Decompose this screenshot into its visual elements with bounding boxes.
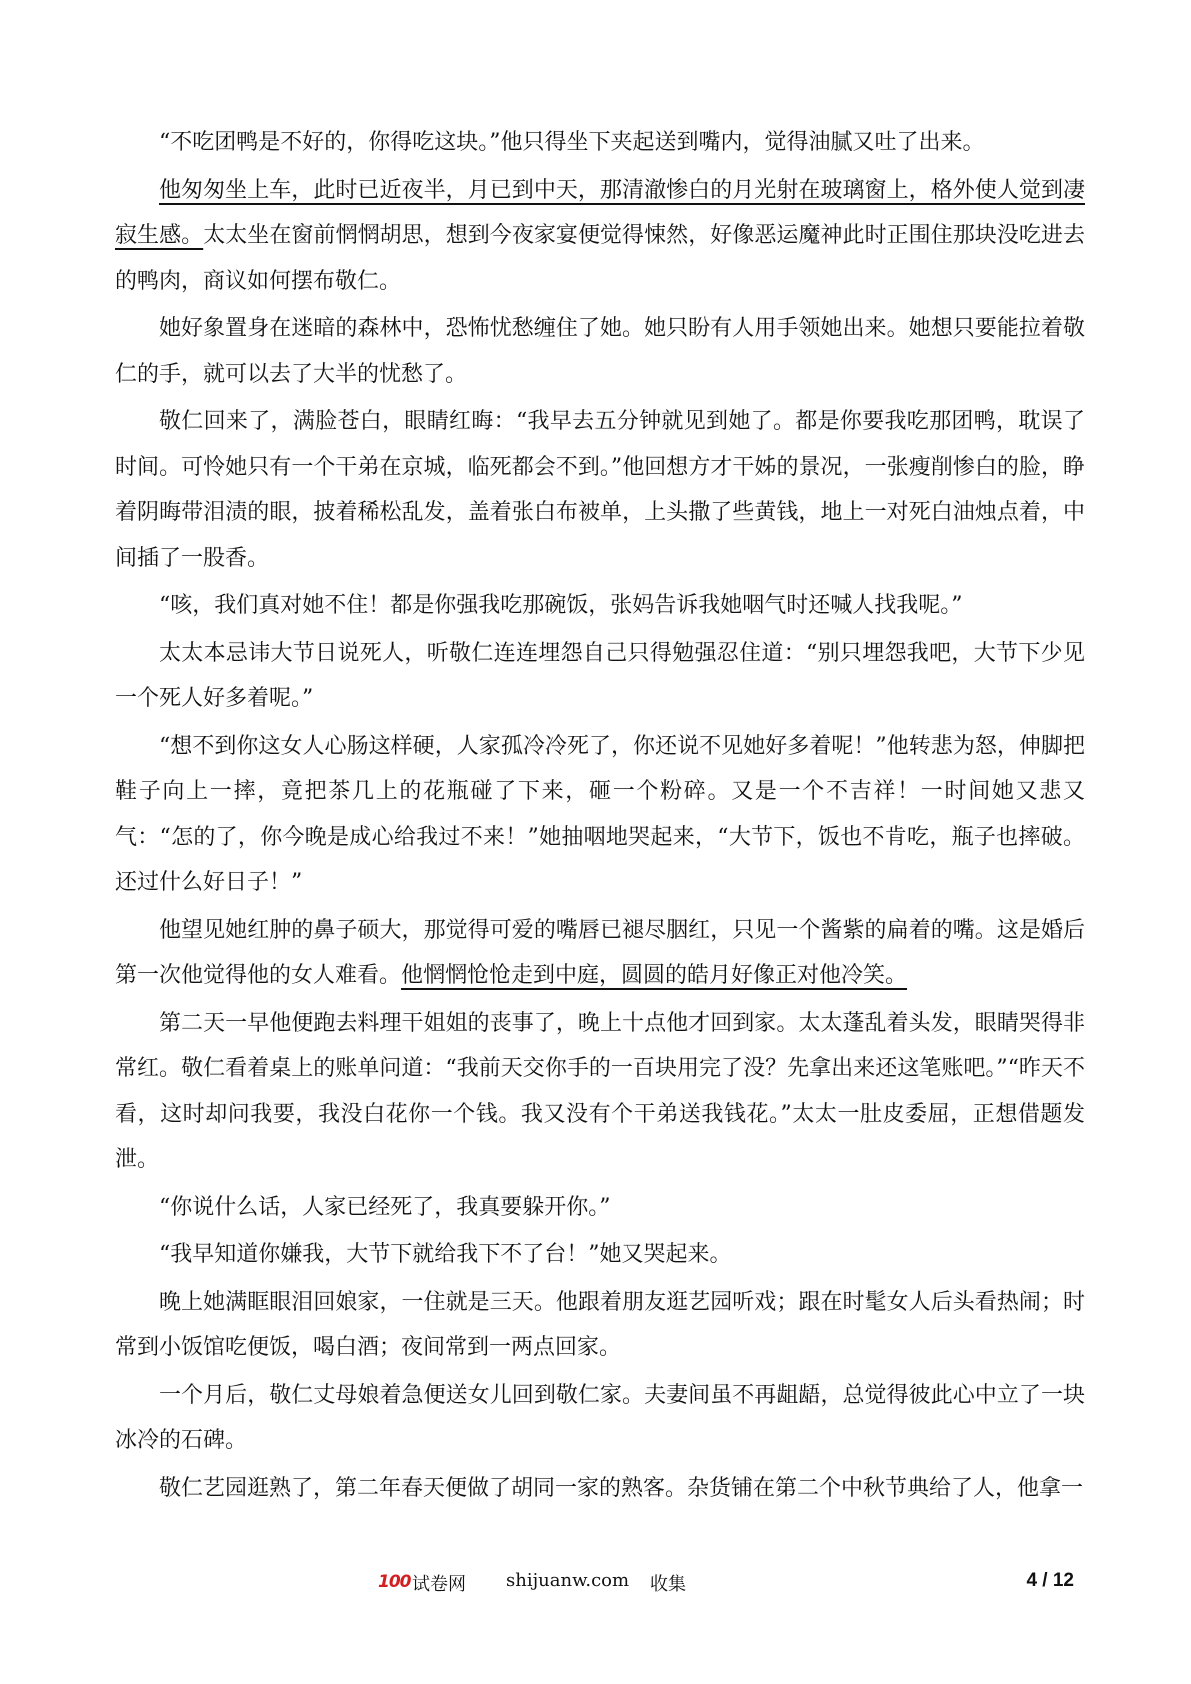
document-body — [115, 120, 1085, 1513]
paragraph-12: 晚上她满眶眼泪回娘家，一住就是三天。他跟着朋友逛艺园听戏；跟在时髦女人后头看热闹；时常到小饭馆吃便饭，喝白酒；夜间常到一两点回家。 — [115, 1289, 1085, 1360]
page-number: 4 / 12 — [1026, 1570, 1074, 1591]
paragraph-7: “想不到你这女人心肠这样硬，人家孤冷冷死了，你还说不见她好多着呢！”他转悲为怒，伸脚把鞋子向上一摔，竟把茶几上的花瓶碰了下来，砸一个粉碎。又是一个不吉祥！一时间她又悲又气：“怎的了，你今晚是成心给我过不来！”她抽咽地哭起来，“大节下，饭也不肯吃，瓶子也摔破。还过什么好日子！” — [115, 733, 1085, 895]
paragraph-14: 敬仁艺园逛熟了，第二年春天便做了胡同一家的熟客。杂货铺在第二个中秋节典给了人，他拿一 — [159, 1475, 1084, 1501]
paragraph-10: “你说什么话，人家已经死了，我真要躲开你。” — [159, 1194, 611, 1220]
paragraph-11: “我早知道你嫌我，大节下就给我下不了台！”她又哭起来。 — [159, 1242, 732, 1267]
paragraph-text: 他望见她红肿的鼻子硕大，那觉得可爱的嘴唇已褪尽胭红，只见一个酱紫的扁着的嘴。这是婚后第一次他觉得他的女人难看。 — [115, 917, 1085, 988]
paragraph-4: 敬仁回来了，满脸苍白，眼睛红晦：“我早去五分钟就见到她了。都是你要我吃那团鸭，耽误了时间。可怜她只有一个干弟在京城，临死都会不到。”他回想方才干姊的景况，一张瘦削惨白的脸，睁着阴晦带泪渍的眼，披着稀松乱发，盖着张白布被单，上头撒了些黄钱，地上一对死白油烛点着，中间插了一股香。 — [115, 409, 1085, 571]
paragraph-text: 太太坐在窗前惘惘胡思，想到今夜家宴便觉得悚然，好像恶运魔神此时正围住那块没吃进去的鸭肉，商议如何摆布敬仁。 — [115, 223, 1085, 294]
site-url[interactable]: shijuanw.com — [506, 1570, 630, 1591]
paragraph-6: 太太本忌讳大节日说死人，听敬仁连连埋怨自己只得勉强忍住道：“别只埋怨我吧，大节下少见一个死人好多着呢。” — [115, 640, 1085, 711]
underlined-sentence: 他惘惘怆怆走到中庭，圆圆的皓月好像正对他冷笑。 — [401, 963, 908, 988]
collect-label: 收集 — [650, 1574, 686, 1595]
paragraph-1: “不吃团鸭是不好的，你得吃这块。”他只得坐下夹起送到嘴内，觉得油腻又吐了出来。 — [159, 130, 985, 155]
paragraph-9: 第二天一早他便跑去料理干姐姐的丧事了，晚上十点他才回到家。太太蓬乱着头发，眼睛哭得非常红。敬仁看着桌上的账单问道：“我前天交你手的一百块用完了没？先拿出来还这笔账吧。”“昨天不看，这时却问我要，我没白花你一个钱。我又没有个干弟送我钱花。”太太一肚皮委屈，正想借题发泄。 — [115, 1010, 1085, 1172]
paragraph-8 — [115, 908, 1085, 999]
page-footer — [0, 1570, 1191, 1610]
paragraph-2 — [115, 168, 1085, 305]
site-logo: 100 — [378, 1572, 411, 1592]
site-name: 试卷网 — [412, 1574, 466, 1595]
underlined-sentence: 他匆匆坐上车，此时已近夜半，月已到中天，那清澈惨白的月光射在玻璃窗上，格外使人觉到凄寂生感。 — [115, 177, 1085, 248]
paragraph-3: 她好象置身在迷暗的森林中，恐怖忧愁缠住了她。她只盼有人用手领她出来。她想只要能拉着敬仁的手，就可以去了大半的忧愁了。 — [115, 316, 1085, 387]
paragraph-13: 一个月后，敬仁丈母娘着急便送女儿回到敬仁家。夫妻间虽不再龃龉，总觉得彼此心中立了一块冰冷的石碑。 — [115, 1382, 1085, 1453]
paragraph-5: “咳，我们真对她不住！都是你强我吃那碗饭，张妈告诉我她咽气时还喊人找我呢。” — [159, 593, 963, 618]
